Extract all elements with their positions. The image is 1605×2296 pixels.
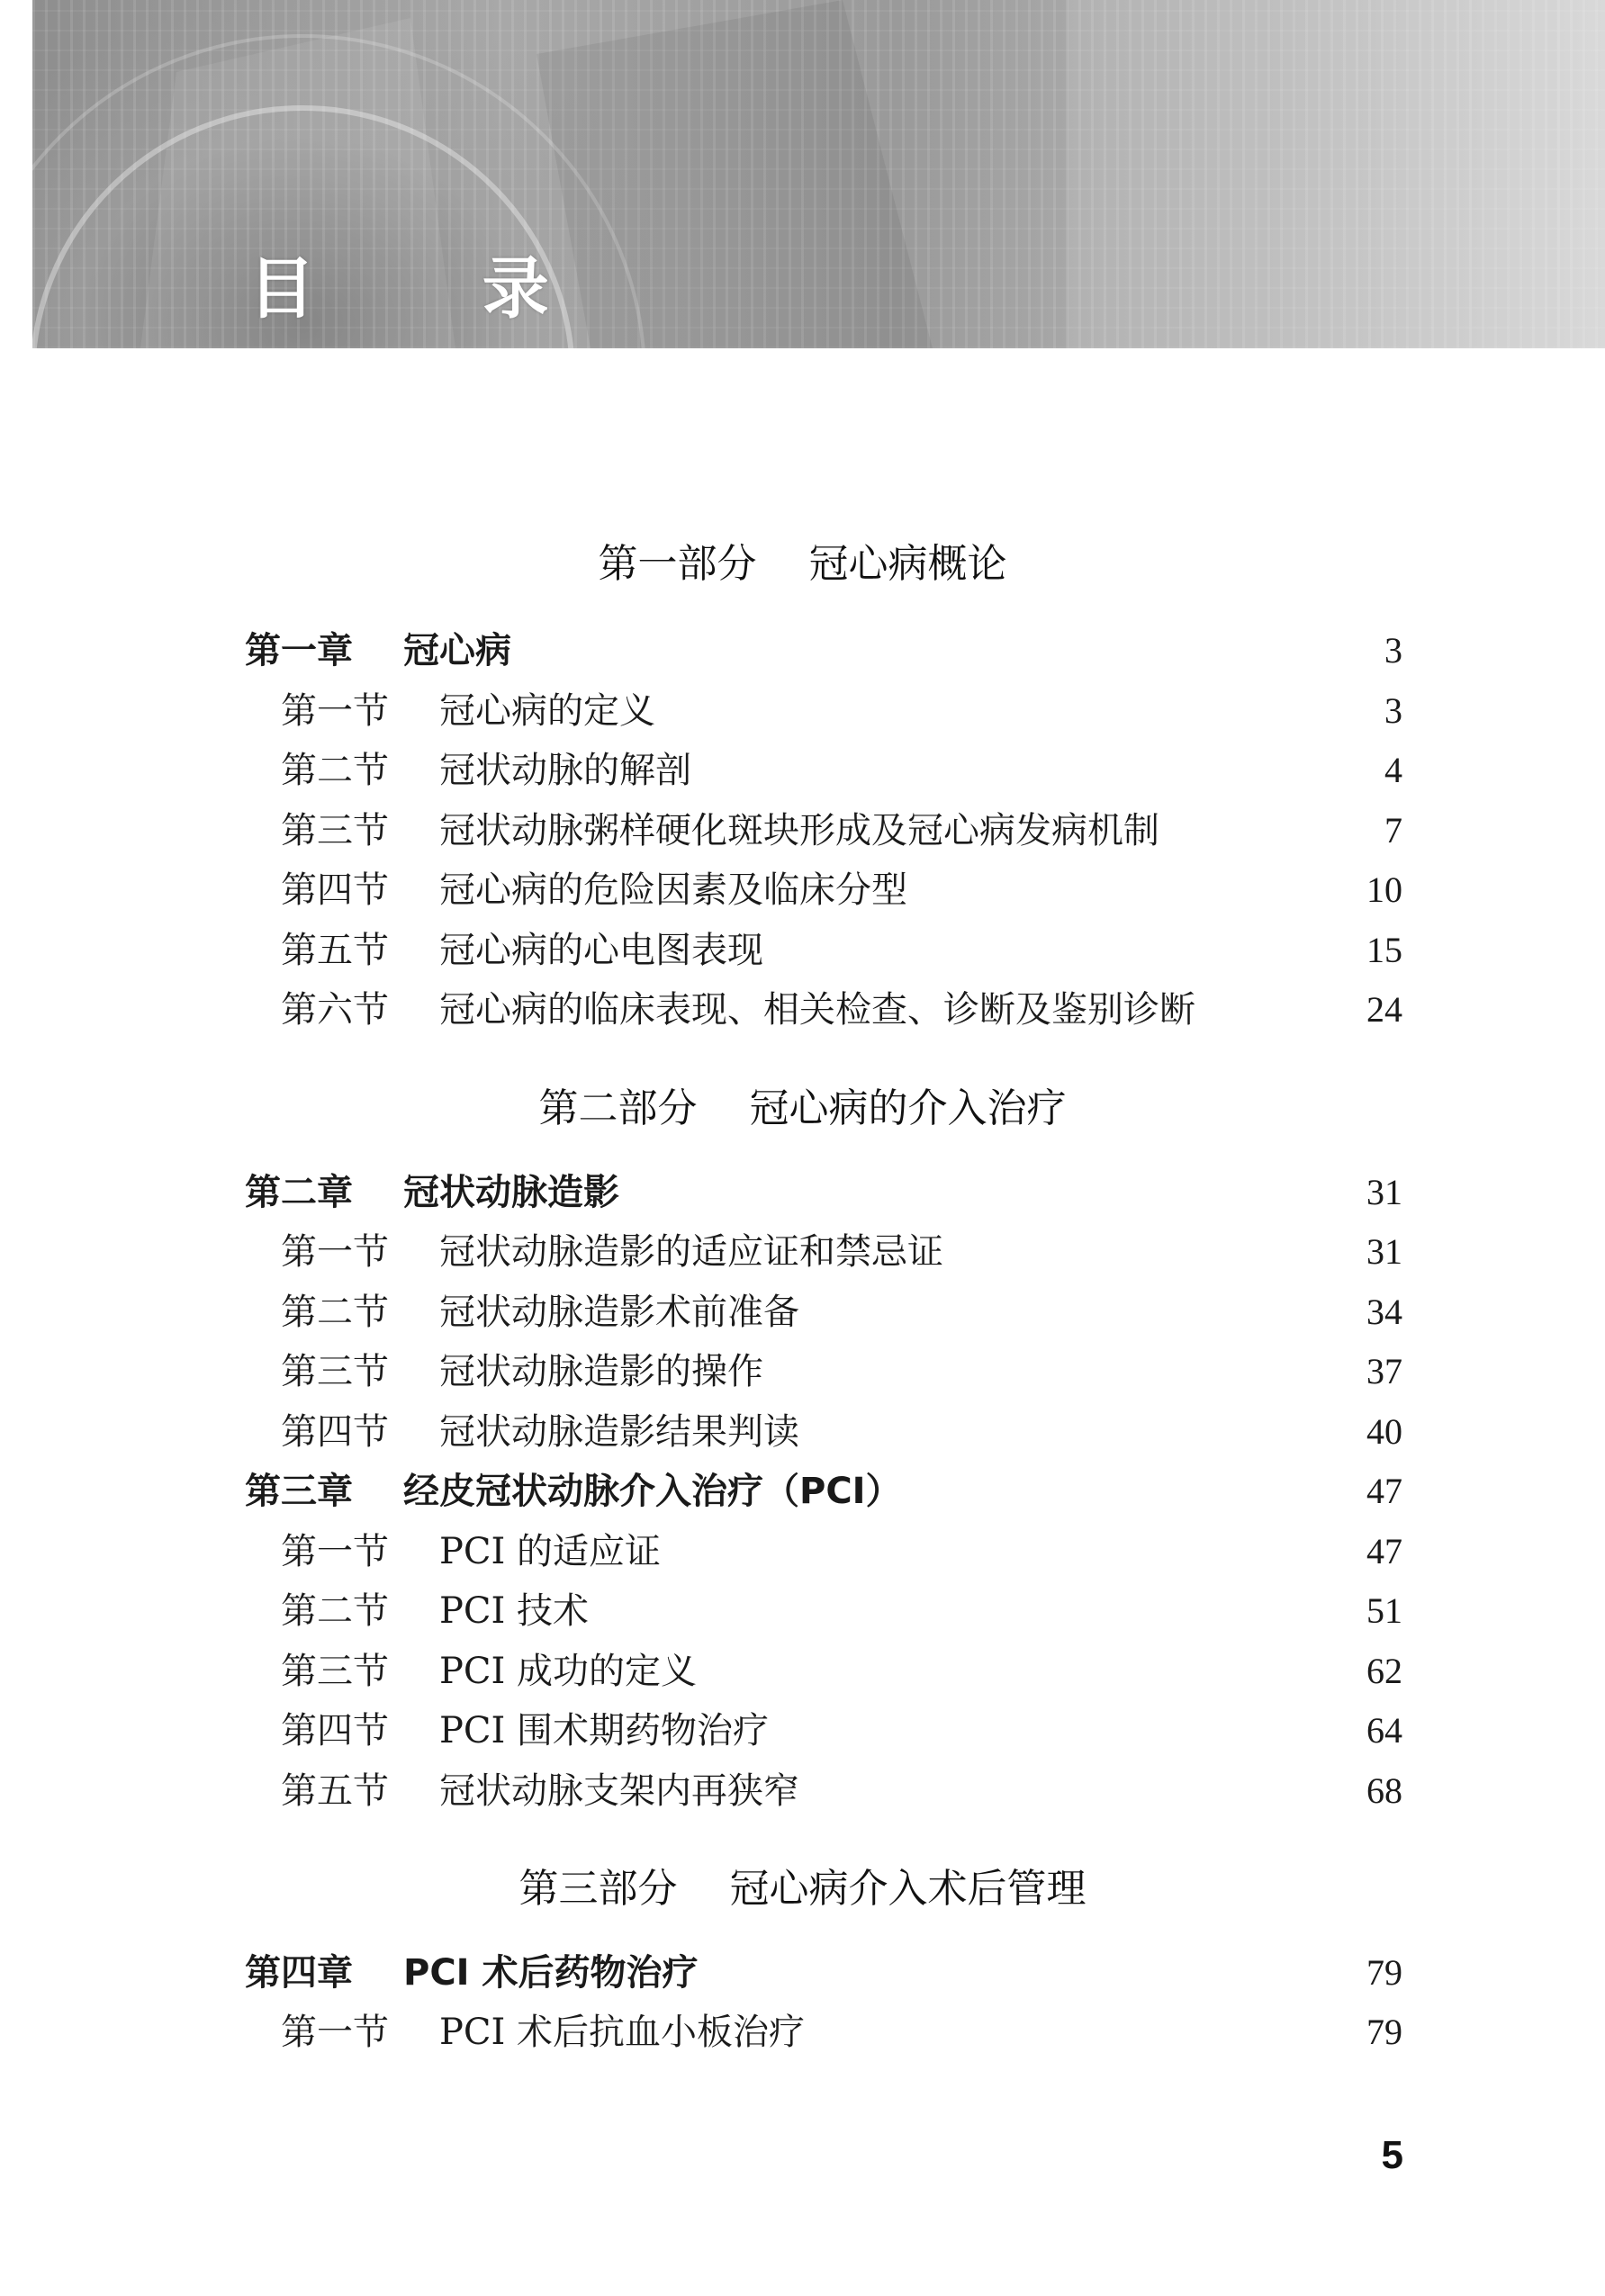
page-ref: 15 bbox=[1366, 930, 1402, 970]
page-ref: 68 bbox=[1366, 1770, 1402, 1811]
toc-section[interactable] bbox=[0, 1586, 1605, 1636]
section-label: 第一节 bbox=[281, 2012, 389, 2053]
section-label: 第三节 bbox=[281, 1651, 389, 1692]
page-ref: 3 bbox=[1384, 630, 1402, 671]
chapter-title: 冠状动脉造影 bbox=[403, 1172, 619, 1213]
page-ref: 47 bbox=[1366, 1471, 1402, 1511]
section-title: PCI 的适应证 bbox=[439, 1531, 662, 1572]
page-ref: 34 bbox=[1366, 1292, 1402, 1332]
page-ref: 62 bbox=[1366, 1651, 1402, 1691]
toc-section[interactable] bbox=[0, 1706, 1605, 1756]
toc-section[interactable] bbox=[0, 925, 1605, 976]
section-label: 第五节 bbox=[281, 930, 389, 971]
section-label: 第三节 bbox=[281, 810, 389, 851]
page-ref: 47 bbox=[1366, 1531, 1402, 1571]
part-title: 冠心病的介入治疗 bbox=[749, 1085, 1067, 1131]
part-label: 第一部分 bbox=[598, 541, 757, 587]
section-title: PCI 围术期药物治疗 bbox=[439, 1710, 770, 1751]
section-label: 第一节 bbox=[281, 1231, 389, 1273]
page-number: 5 bbox=[1381, 2133, 1403, 2177]
toc-section[interactable] bbox=[0, 865, 1605, 915]
section-label: 第四节 bbox=[281, 869, 389, 911]
toc-chapter[interactable] bbox=[0, 626, 1605, 676]
chapter-label: 第四章 bbox=[245, 1952, 353, 1994]
section-label: 第二节 bbox=[281, 1590, 389, 1632]
part-title: 冠心病介入术后管理 bbox=[729, 1866, 1087, 1912]
part-heading bbox=[0, 531, 1605, 589]
toc-chapter[interactable] bbox=[0, 1167, 1605, 1218]
toc-section[interactable] bbox=[0, 985, 1605, 1035]
toc-section[interactable] bbox=[0, 686, 1605, 736]
section-label: 第二节 bbox=[281, 750, 389, 791]
part-label: 第二部分 bbox=[538, 1085, 698, 1131]
chapter-title: 经皮冠状动脉介入治疗（PCI） bbox=[403, 1471, 902, 1512]
page-ref: 64 bbox=[1366, 1710, 1402, 1751]
toc-section[interactable] bbox=[0, 1407, 1605, 1457]
page-ref: 79 bbox=[1366, 1952, 1402, 1993]
page-ref: 79 bbox=[1366, 2012, 1402, 2052]
section-title: PCI 成功的定义 bbox=[439, 1651, 698, 1692]
section-label: 第一节 bbox=[281, 1531, 389, 1572]
toc-section[interactable] bbox=[0, 1227, 1605, 1277]
toc-section[interactable] bbox=[0, 806, 1605, 856]
section-title: 冠状动脉造影的操作 bbox=[439, 1351, 763, 1392]
page-ref: 51 bbox=[1366, 1590, 1402, 1631]
section-label: 第五节 bbox=[281, 1770, 389, 1812]
section-title: 冠状动脉造影的适应证和禁忌证 bbox=[439, 1231, 943, 1273]
toc-heading: 目 录 bbox=[248, 250, 621, 328]
toc-section[interactable] bbox=[0, 1766, 1605, 1816]
page-ref: 31 bbox=[1366, 1231, 1402, 1272]
page-ref: 31 bbox=[1366, 1172, 1402, 1212]
chapter-title: 冠心病 bbox=[403, 630, 511, 671]
toc-section[interactable] bbox=[0, 1287, 1605, 1337]
page-ref: 4 bbox=[1384, 750, 1402, 790]
chapter-label: 第二章 bbox=[245, 1172, 353, 1213]
page-ref: 7 bbox=[1384, 810, 1402, 851]
part-title: 冠心病概论 bbox=[808, 541, 1007, 587]
section-title: 冠状动脉粥样硬化斑块形成及冠心病发病机制 bbox=[439, 810, 1159, 851]
chapter-title: PCI 术后药物治疗 bbox=[403, 1952, 699, 1994]
section-label: 第三节 bbox=[281, 1351, 389, 1392]
section-title: 冠心病的定义 bbox=[439, 690, 655, 732]
page-ref: 10 bbox=[1366, 869, 1402, 910]
section-title: 冠心病的心电图表现 bbox=[439, 930, 763, 971]
chapter-label: 第三章 bbox=[245, 1471, 353, 1512]
page-ref: 24 bbox=[1366, 989, 1402, 1030]
section-label: 第二节 bbox=[281, 1292, 389, 1333]
part-heading bbox=[0, 1856, 1605, 1913]
section-label: 第一节 bbox=[281, 690, 389, 732]
toc-section[interactable] bbox=[0, 1526, 1605, 1577]
page-ref: 40 bbox=[1366, 1411, 1402, 1452]
section-title: 冠状动脉造影结果判读 bbox=[439, 1411, 799, 1453]
section-title: PCI 技术 bbox=[439, 1590, 590, 1632]
section-label: 第四节 bbox=[281, 1710, 389, 1751]
page-ref: 3 bbox=[1384, 690, 1402, 731]
header-banner bbox=[32, 0, 1605, 348]
toc-chapter[interactable] bbox=[0, 1948, 1605, 1998]
section-label: 第四节 bbox=[281, 1411, 389, 1453]
section-title: 冠状动脉支架内再狭窄 bbox=[439, 1770, 799, 1812]
section-title: 冠心病的危险因素及临床分型 bbox=[439, 869, 907, 911]
part-heading bbox=[0, 1076, 1605, 1133]
toc-section[interactable] bbox=[0, 745, 1605, 796]
toc-section[interactable] bbox=[0, 2007, 1605, 2057]
section-title: 冠心病的临床表现、相关检查、诊断及鉴别诊断 bbox=[439, 989, 1195, 1031]
section-title: 冠状动脉的解剖 bbox=[439, 750, 691, 791]
part-label: 第三部分 bbox=[518, 1866, 678, 1912]
section-title: 冠状动脉造影术前准备 bbox=[439, 1292, 799, 1333]
page-ref: 37 bbox=[1366, 1351, 1402, 1391]
section-title: PCI 术后抗血小板治疗 bbox=[439, 2012, 806, 2053]
toc-section[interactable] bbox=[0, 1646, 1605, 1697]
toc-chapter[interactable] bbox=[0, 1466, 1605, 1517]
section-label: 第六节 bbox=[281, 989, 389, 1031]
toc-section[interactable] bbox=[0, 1346, 1605, 1397]
chapter-label: 第一章 bbox=[245, 630, 353, 671]
